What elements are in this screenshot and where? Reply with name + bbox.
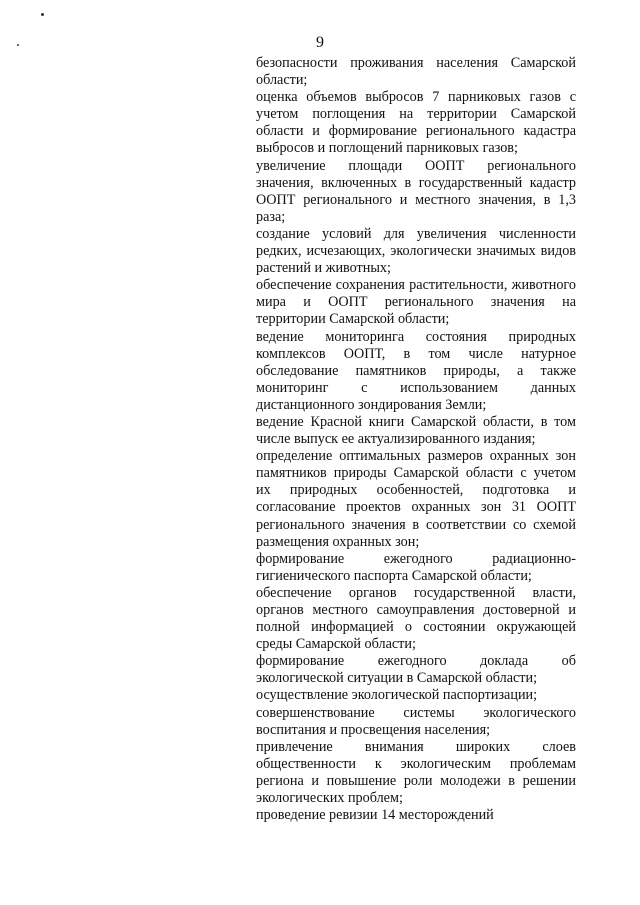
list-item: формирование ежегодного радиационно-гигиенического паспорта Самарской области; [256,550,576,584]
list-item: проведение ревизии 14 месторождений [256,807,494,824]
page-number: 9 [316,34,324,51]
list-item: безопасности проживания населения Самарской области; [256,55,576,89]
list-item: осуществление экологической паспортизации; [256,687,538,704]
list-item: обеспечение сохранения растительности, животного мира и ООПТ регионального значения на территории Самарской области; [256,277,576,328]
list-item: обеспечение органов государственной власти, органов местного самоуправления достоверной и полной информацией о состоянии окружающей среды Самарской области; [256,584,576,653]
list-item: определение оптимальных размеров охранных зон памятников природы Самарской области с учетом их природных особенностей, подготовка и согласование проектов охранных зон 31 ООПТ регионального значения в соответствии со схемой размещения охранных зон; [256,448,576,550]
list-item: ведение мониторинга состояния природных комплексов ООПТ, в том числе натурное обследование памятников природы, а также мониторинг с использованием данных дистанционного зондирования Земли; [256,328,576,413]
list-item: ведение Красной книги Самарской области, в том числе выпуск ее актуализированного издания; [256,413,576,448]
list-item: формирование ежегодного доклада об экологической ситуации в Самарской области; [256,653,576,687]
scan-speck [41,13,44,16]
list-item: оценка объемов выбросов 7 парниковых газов с учетом поглощения на территории Самарской области и формирование регионального кадастра выбросов и поглощений парниковых газов; [256,89,576,157]
document-body [256,55,576,824]
list-item: совершенствование системы экологического воспитания и просвещения населения; [256,704,576,738]
list-item: увеличение площади ООПТ регионального значения, включенных в государственный кадастр ООПТ регионального и местного значения, в 1,3 раза; [256,157,576,225]
list-item: привлечение внимания широких слоев общественности к экологическим проблемам региона и повышение роли молодежи в решении экологических проблем; [256,738,576,807]
list-item: создание условий для увеличения численности редких, исчезающих, экологически значимых видов растений и животных; [256,225,576,277]
